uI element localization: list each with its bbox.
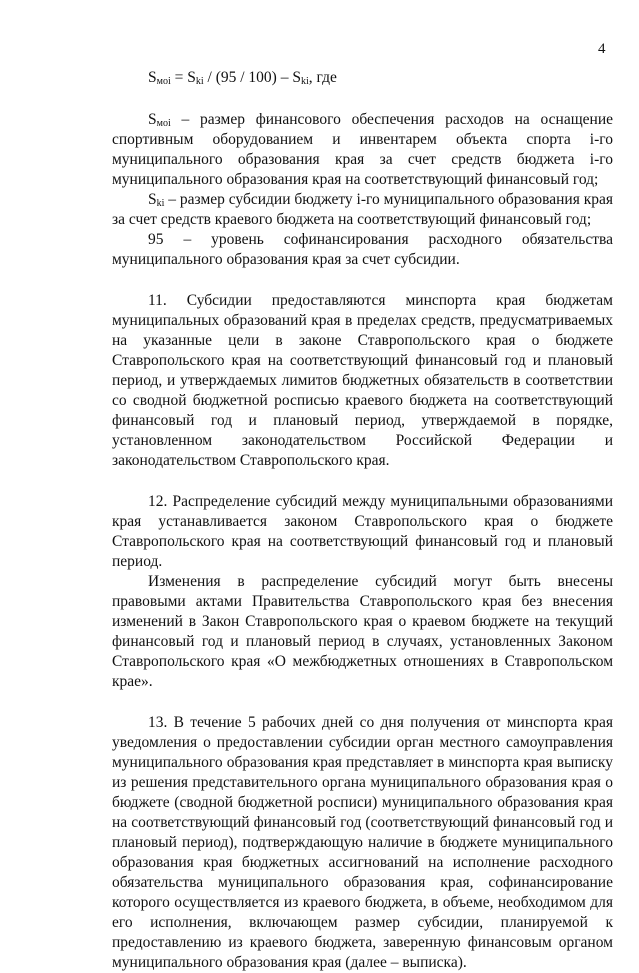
document-body bbox=[112, 68, 613, 973]
definition-smoi: $S_{мoi}$ – размер финансового обеспечения расходов на оснащение спортивным оборудованием и инвентарем объекта спорта i-го муниципального образования края за счет средств бюджета i-го муниципального образования края на соответствующий финансовый год; bbox=[112, 111, 613, 188]
paragraph-11: 11. Субсидии предоставляются минспорта края бюджетам муниципальных образований края в пределах средств, предусматриваемых на указанные цели в законе Ставропольского края о бюджете Ставропольского края на соответствующий финансовый год и плановый период, и утверждаемых лимитов бюджетных обязательств в соответствии со сводной бюджетной росписью краевого бюджета на соответствующий финансовый год и плановый период, утверждаемой в порядке, установленном законодательством Российской Федерации и законодательством Ставропольского края. bbox=[112, 292, 613, 469]
definition-ski: $S_{ki}$ – размер субсидии бюджету i-го муниципального образования края за счет средств краевого бюджета на соответствующий финансовый год; bbox=[112, 191, 614, 228]
formula: $S_{мoi} = S_{ki} / (95 / 100) - S_{ki}$, где bbox=[148, 69, 337, 87]
definition-95: 95 – уровень софинансирования расходного обязательства муниципального образования края за счет субсидии. bbox=[112, 231, 613, 268]
page-number: 4 bbox=[598, 41, 606, 57]
paragraph-12: 12. Распределение субсидий между муниципальными образованиями края устанавливается законом Ставропольского края о бюджете Ставропольского края на соответствующий финансовый год и плановый период. bbox=[112, 493, 613, 570]
paragraph-12-changes: Изменения в распределение субсидий могут быть внесены правовыми актами Правительства Ставропольского края без внесения изменений в Закон Ставропольского края о краевом бюджете на текущий финансовый год и плановый период в случаях, установленных Законом Ставропольского края «О межбюджетных отношениях в Ставропольском крае». bbox=[112, 573, 613, 690]
paragraph-13: 13. В течение 5 рабочих дней со дня получения от минспорта края уведомления о предоставлении субсидии орган местного самоуправления муниципального образования края представляет в минспорта края выписку из решения представительного органа муниципального образования края о бюджете (сводной бюджетной росписи) муниципального образования края на соответствующий финансовый год (соответствующий финансовый год и плановый период), подтверждающую наличие в бюджете муниципального образования края бюджетных ассигнований на исполнение расходного обязательства муниципального образования края, софинансирование которого осуществляется из краевого бюджета, в объеме, необходимом для его исполнения, включающем размер субсидии, планируемой к предоставлению из краевого бюджета, заверенную финансовым органом муниципального образования края (далее – выписка). bbox=[112, 714, 613, 971]
